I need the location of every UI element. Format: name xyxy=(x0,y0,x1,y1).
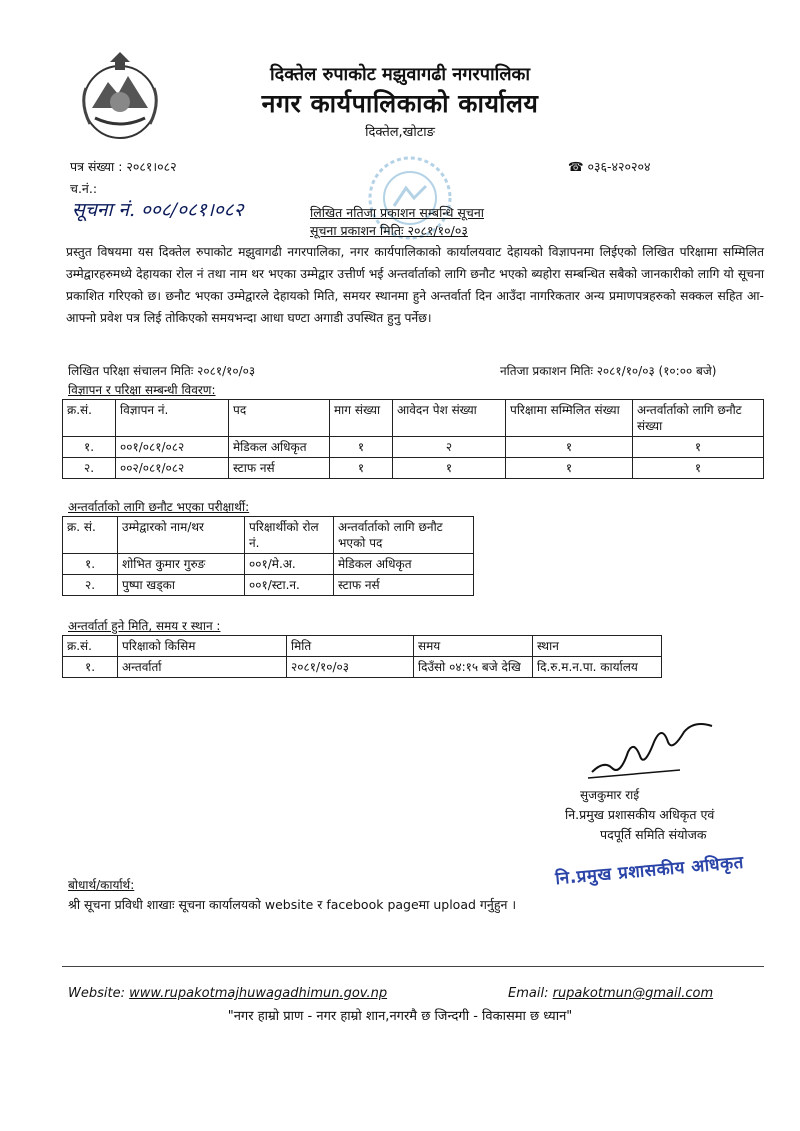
footer-email xyxy=(508,986,713,1001)
signatory-name: सुजकुमार राई xyxy=(580,788,640,802)
cell: २. xyxy=(63,458,116,479)
col-serial: क्र. सं. xyxy=(63,517,118,554)
col-exam-type: परिक्षाको किसिम xyxy=(118,636,287,657)
cc-line: श्री सूचना प्रविधी शाखाः सूचना कार्यालयको website र facebook pageमा upload गर्नुहुन । xyxy=(68,897,517,912)
cell: दिउँसो ०४:१५ बजे देखि xyxy=(414,657,533,678)
interview-schedule-table xyxy=(62,635,662,678)
cell: १ xyxy=(633,458,764,479)
exam-date: लिखित परिक्षा संचालन मितिः २०८१/१०/०३ xyxy=(68,364,256,378)
table-row xyxy=(63,458,764,479)
cell: १. xyxy=(63,554,118,575)
cell: २०८१/१०/०३ xyxy=(287,657,414,678)
subject-publish-date: सूचना प्रकाशन मितिः २०८१/१०/०३ xyxy=(310,223,468,238)
table-header-row xyxy=(63,517,474,554)
col-post: पद xyxy=(229,400,330,437)
letter-number: पत्र संख्या : २०८१।०८२ xyxy=(70,159,177,174)
col-roll-no: परिक्षार्थीको रोल नं. xyxy=(245,517,334,554)
table3-title: अन्तर्वार्ता हुने मिति, समय र स्थान : xyxy=(68,619,221,633)
cell: १ xyxy=(506,437,633,458)
col-selected-post: अन्तर्वार्ताको लागि छनौट भएको पद xyxy=(334,517,474,554)
notice-body: प्रस्तुत विषयमा यस दिक्तेल रुपाकोट मझुवागढी नगरपालिका, नगर कार्यपालिकाको कार्यालयवाट देहायको विज्ञापनमा लिईएको लिखित परिक्षामा सम्मिलित उम्मेद्वारहरुमध्ये देहायका रोल नं तथा नाम थर भएका उम्मेद्वार उत्तीर्ण भई अन्तर्वार्ताको लागि छनौट भएको ब्यहोरा सम्बन्धित सबैको जानकारीको लागि यो सूचना प्रकाशित गरिएको छ। छनौट भएका उम्मेद्वारले देहायको मिति, समयर स्थानमा हुने अन्तर्वार्ता दिन आउँदा नागरिकतार अन्य प्रमाणपत्रहरुको सक्कल सहित आ- आफ्नो प्रवेश पत्र लिई तोकिएको समयभन्दा आधा घण्टा अगाडी उपस्थित हुनु पर्नेछ। xyxy=(66,245,764,325)
cell: ००१/मे.अ. xyxy=(245,554,334,575)
col-serial: क्र.सं. xyxy=(63,636,118,657)
subject-title: लिखित नतिजा प्रकाशन सम्बन्धि सूचना xyxy=(310,205,484,220)
col-venue: स्थान xyxy=(533,636,662,657)
table-row xyxy=(63,575,474,596)
col-serial: क्र.सं. xyxy=(63,400,116,437)
cell: मेडिकल अधिकृत xyxy=(334,554,474,575)
cell: पुष्पा खड्का xyxy=(118,575,245,596)
result-date: नतिजा प्रकाशन मितिः २०८१/१०/०३ (१०:०० बजे) xyxy=(500,364,717,378)
cell: १ xyxy=(506,458,633,479)
shortlisted-candidates-table xyxy=(62,516,474,596)
signatory-title-1: नि.प्रमुख प्रशासकीय अधिकृत एवं xyxy=(565,807,715,822)
email-link[interactable]: rupakotmun@gmail.com xyxy=(552,986,714,1001)
municipality-name: दिक्तेल रुपाकोट मझुवागढी नगरपालिका xyxy=(269,64,531,85)
cell: दि.रु.म.न.पा. कार्यालय xyxy=(533,657,662,678)
cell: स्टाफ नर्स xyxy=(334,575,474,596)
office-name: नगर कार्यपालिकाको कार्यालय xyxy=(261,89,539,118)
cc-title: बोधार्थ/कार्यार्थ: xyxy=(68,878,135,892)
phone-number: ☎ ०३६-४२०२०४ xyxy=(568,159,651,174)
cell: ००१/०८१/०८२ xyxy=(116,437,229,458)
table-row xyxy=(63,554,474,575)
col-appeared: परिक्षामा सम्मिलित संख्या xyxy=(506,400,633,437)
footer-website xyxy=(68,986,387,1001)
footer-motto: "नगर हाम्रो प्राण - नगर हाम्रो शान,नगरमै छ जिन्दगी - विकासमा छ ध्यान" xyxy=(227,1009,573,1024)
email-label: Email: xyxy=(508,986,553,1001)
cell: शोभित कुमार गुरुङ xyxy=(118,554,245,575)
website-link[interactable]: www.rupakotmajhuwagadhimun.gov.np xyxy=(129,986,388,1001)
col-applied: आवेदन पेश संख्या xyxy=(393,400,506,437)
dispatch-number-label: च.नं.: xyxy=(70,181,98,196)
vacancy-table xyxy=(62,399,764,479)
table-row xyxy=(63,437,764,458)
cell: स्टाफ नर्स xyxy=(229,458,330,479)
table-row xyxy=(63,657,662,678)
table1-title: विज्ञापन र परिक्षा सम्बन्धी विवरण: xyxy=(68,383,216,397)
cell: ००१/स्टा.न. xyxy=(245,575,334,596)
col-demand: माग संख्या xyxy=(330,400,393,437)
cell: अन्तर्वार्ता xyxy=(118,657,287,678)
footer-divider xyxy=(62,966,764,967)
col-vacancy-no: विज्ञापन नं. xyxy=(116,400,229,437)
cell: १. xyxy=(63,437,116,458)
signatory-stamp: नि.प्रमुख प्रशासकीय अधिकृत xyxy=(554,852,745,890)
table2-title: अन्तर्वार्ताको लागि छनौट भएका परीक्षार्थी: xyxy=(68,500,250,514)
handwritten-notice-number: सूचना नं. ००८/०८१।०८२ xyxy=(72,199,244,221)
table-header-row xyxy=(63,636,662,657)
office-address: दिक्तेल,खोटाङ xyxy=(365,125,435,140)
cell: २. xyxy=(63,575,118,596)
signatory-title-2: पदपूर्ति समिति संयोजक xyxy=(600,827,707,842)
table-header-row xyxy=(63,400,764,437)
cell: २ xyxy=(393,437,506,458)
col-time: समय xyxy=(414,636,533,657)
cell: ००२/०८१/०८२ xyxy=(116,458,229,479)
cell: १. xyxy=(63,657,118,678)
cell: १ xyxy=(330,437,393,458)
cell: १ xyxy=(330,458,393,479)
col-shortlisted: अन्तर्वार्ताको लागि छनौट संख्या xyxy=(633,400,764,437)
col-candidate-name: उम्मेद्वारको नाम/थर xyxy=(118,517,245,554)
col-date: मिति xyxy=(287,636,414,657)
website-label: Website: xyxy=(68,986,130,1001)
cell: १ xyxy=(633,437,764,458)
cell: मेडिकल अधिकृत xyxy=(229,437,330,458)
signature-scribble-icon xyxy=(584,712,724,786)
cell: १ xyxy=(393,458,506,479)
